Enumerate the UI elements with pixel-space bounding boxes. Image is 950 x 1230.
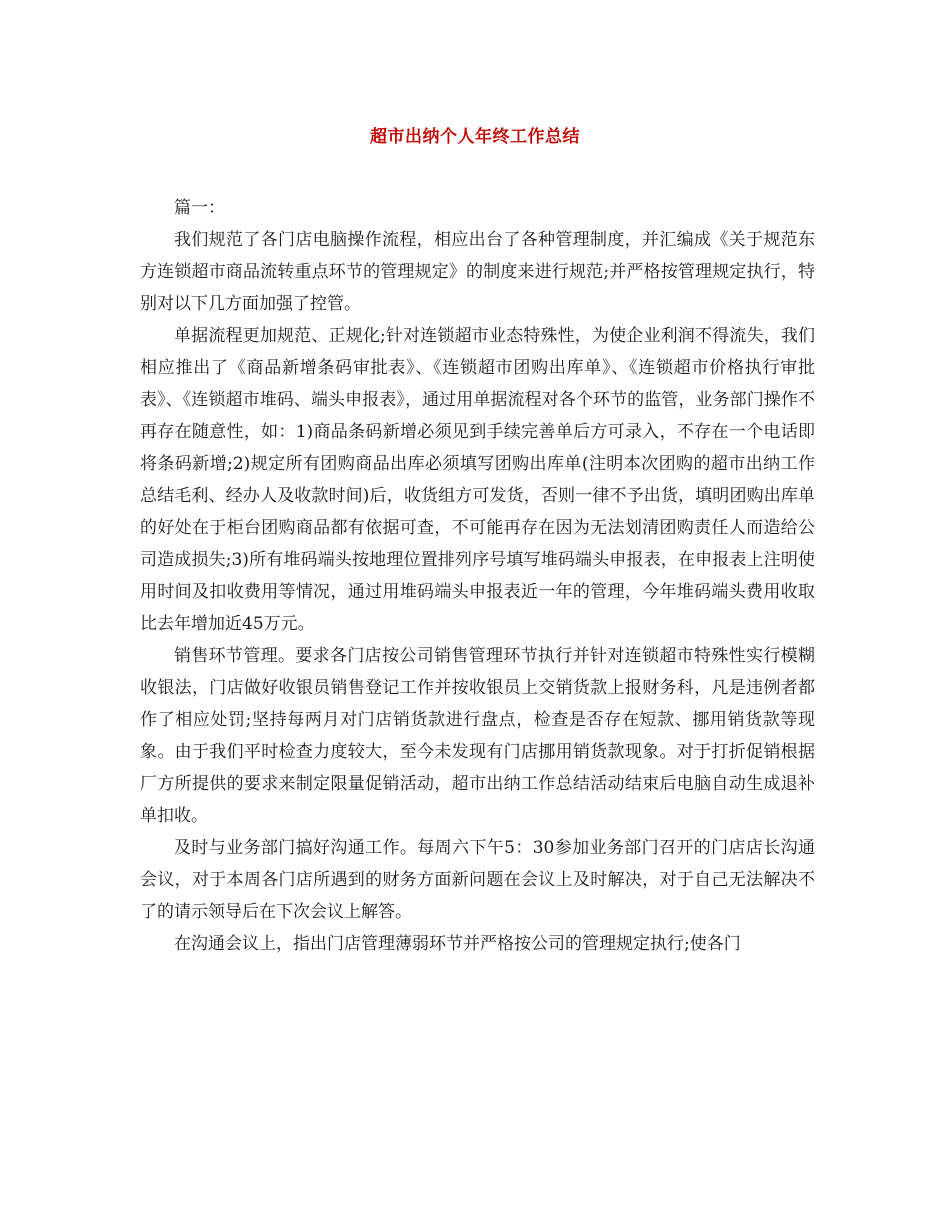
- paragraph-1: 我们规范了各门店电脑操作流程，相应出台了各种管理制度，并汇编成《关于规范东方连锁超市商品流转重点环节的管理规定》的制度来进行规范;并严格按管理规定执行，特别对以下几方面加强了控管。: [140, 230, 815, 314]
- document-body: [140, 192, 815, 960]
- paragraph-2: 单据流程更加规范、正规化;针对连锁超市业态特殊性，为使企业利润不得流失，我们相应推出了《商品新增条码审批表》、《连锁超市团购出库单》、《连锁超市价格执行审批表》、《连锁超市堆码、端头申报表》，通过用单据流程对各个环节的监管，业务部门操作不再存在随意性，如：1)商品条码新增必须见到手续完善单后方可录入，不存在一个电话即将条码新增;2)规定所有团购商品出库必须填写团购出库单(注明本次团购的超市出纳工作总结毛利、经办人及收款时间)后，收货组方可发货，否则一律不予出货，填明团购出库单的好处在于柜台团购商品都有依据可查，不可能再存在因为无法划清团购责任人而造给公司造成损失;3)所有堆码端头按地理位置排列序号填写堆码端头申报表，在申报表上注明使用时间及扣收费用等情况，通过用堆码端头申报表近一年的管理，今年堆码端头费用收取比去年增加近45万元。: [140, 326, 815, 634]
- paragraph-4: 及时与业务部门搞好沟通工作。每周六下午5：30参加业务部门召开的门店店长沟通会议，对于本周各门店所遇到的财务方面新问题在会议上及时解决，对于自己无法解决不了的请示领导后在下次会议上解答。: [140, 838, 815, 922]
- paragraph-5: 在沟通会议上，指出门店管理薄弱环节并严格按公司的管理规定执行;使各门: [174, 934, 741, 954]
- paragraph-3: 销售环节管理。要求各门店按公司销售管理环节执行并针对连锁超市特殊性实行模糊收银法，门店做好收银员销售登记工作并按收银员上交销货款上报财务科，凡是违例者都作了相应处罚;坚持每两月对门店销货款进行盘点，检查是否存在短款、挪用销货款等现象。由于我们平时检查力度较大，至今未发现有门店挪用销货款现象。对于打折促销根据厂方所提供的要求来制定限量促销活动，超市出纳工作总结活动结束后电脑自动生成退补单扣收。: [140, 646, 815, 826]
- document-title: 超市出纳个人年终工作总结: [370, 127, 580, 147]
- section-label: 篇一：: [174, 198, 225, 218]
